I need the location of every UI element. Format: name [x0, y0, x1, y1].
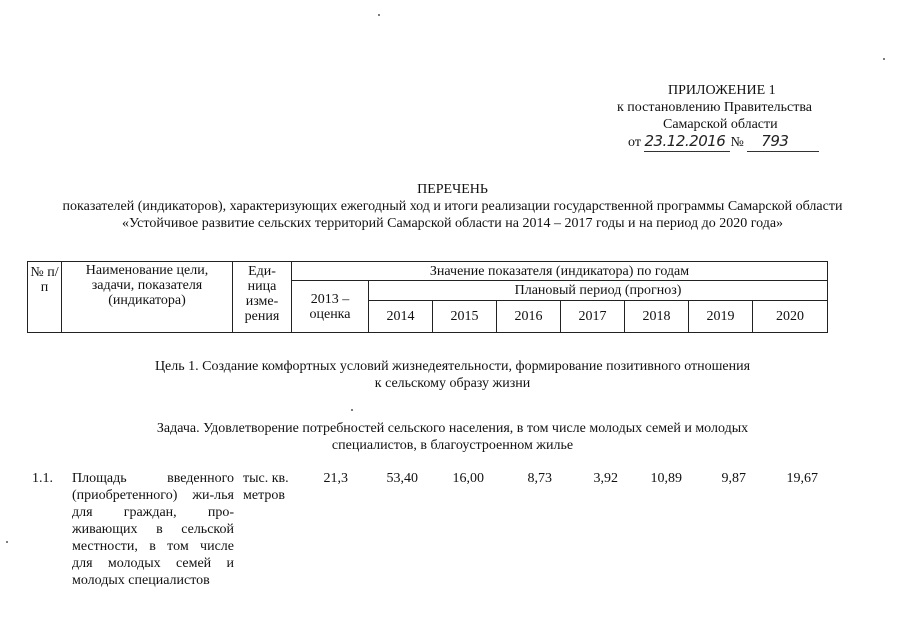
- goal-line: Цель 1. Создание комфортных условий жизнедеятельности, формирование позитивного отношения: [154, 359, 751, 374]
- title-heading: ПЕРЕЧЕНЬ: [417, 182, 488, 197]
- header-plan: Плановый период (прогноз): [369, 281, 828, 301]
- header-year: 2017: [561, 301, 625, 333]
- number-label: №: [730, 135, 744, 150]
- appendix-date-line: [628, 133, 905, 152]
- goal-line: к сельскому образу жизни: [374, 376, 531, 391]
- goal-heading: [0, 358, 905, 392]
- from-label: от: [628, 135, 641, 150]
- handwritten-number: 793: [761, 132, 789, 150]
- header-unit: Еди-ница изме-рения: [233, 262, 292, 333]
- row-number: 1.1.: [32, 471, 53, 486]
- date-field: [644, 133, 730, 152]
- header-year: 2016: [497, 301, 561, 333]
- appendix-region: Самарской области: [663, 117, 778, 132]
- header-num: № п/п: [28, 262, 62, 333]
- header-values: Значение показателя (индикатора) по годам: [292, 262, 828, 281]
- row-value-2015: 16,00: [452, 471, 484, 486]
- row-value-2018: 10,89: [650, 471, 682, 486]
- header-estimate: 2013 – оценка: [292, 281, 369, 333]
- scan-speck: [6, 541, 8, 543]
- row-value-2016: 8,73: [527, 471, 552, 486]
- header-year: 2014: [369, 301, 433, 333]
- appendix-block: [560, 82, 905, 152]
- row-value-2017: 3,92: [593, 471, 618, 486]
- header-year: 2020: [753, 301, 828, 333]
- header-name: Наименование цели, задачи, показателя (индикатора): [62, 262, 233, 333]
- scan-speck: [883, 58, 885, 60]
- indicators-table-header: [27, 261, 828, 333]
- row-indicator-name: Площадь введенного (приобретенного) жи-лья для граждан, про-живающих в сельской местности, в том числе для молодых семей и молодых специалистов: [72, 471, 234, 588]
- header-year: 2018: [625, 301, 689, 333]
- document-title: [0, 181, 905, 232]
- title-subtitle: показателей (индикаторов), характеризующих ежегодный ход и итоги реализации государственной программы Самарской области «Устойчивое развитие сельских территорий Самарской области на 2014 – 2017 годы и на период до 2020 года»: [62, 199, 843, 231]
- row-value-2019: 9,87: [721, 471, 746, 486]
- task-line: специалистов, в благоустроенном жилье: [331, 438, 574, 453]
- handwritten-date: 23.12.2016: [644, 132, 726, 150]
- scan-speck: [351, 409, 353, 411]
- appendix-title: ПРИЛОЖЕНИЕ 1: [668, 83, 776, 98]
- row-unit: тыс. кв. метров: [243, 471, 289, 503]
- task-heading: [0, 420, 905, 454]
- row-value-2020: 19,67: [786, 471, 818, 486]
- header-year: 2015: [433, 301, 497, 333]
- appendix-resolution: к постановлению Правительства: [617, 100, 813, 115]
- row-value-2013: 21,3: [323, 471, 348, 486]
- scan-speck: [378, 14, 380, 16]
- task-line: Задача. Удовлетворение потребностей сельского населения, в том числе молодых семей и молодых: [156, 421, 749, 436]
- row-value-2014: 53,40: [386, 471, 418, 486]
- number-field: [747, 133, 819, 152]
- header-year: 2019: [689, 301, 753, 333]
